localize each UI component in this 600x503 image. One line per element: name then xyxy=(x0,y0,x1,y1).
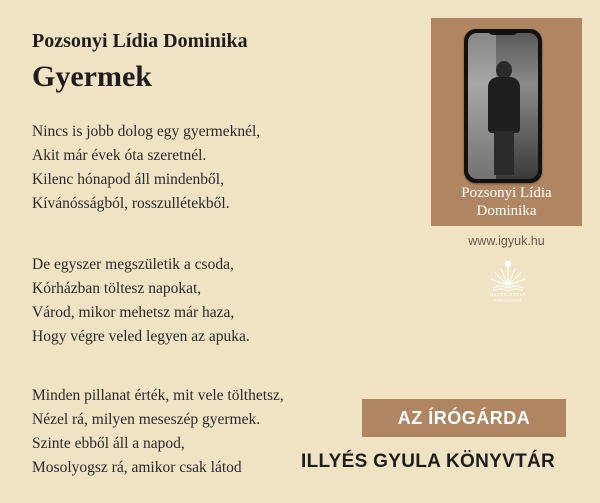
logo-line-2: KÖNYVTÁR xyxy=(494,298,522,303)
poem-line: Minden pillanat érték, mit vele tölthetsz, xyxy=(32,387,284,404)
poem-line: Kívánósságból, rosszullétekből. xyxy=(32,195,230,212)
poem-line: Szinte ebből áll a napod, xyxy=(32,435,185,452)
library-name: ILLYÉS GYULA KÖNYVTÁR xyxy=(301,451,556,472)
card-name-line-1: Pozsonyi Lídia xyxy=(461,185,552,201)
card-author-name xyxy=(431,184,582,220)
photo-figure-body xyxy=(488,77,520,133)
card-name-line-2: Dominika xyxy=(476,203,537,219)
poem-title: Gyermek xyxy=(32,60,152,93)
photo-figure-legs xyxy=(494,131,514,175)
poem-stanza-2 xyxy=(32,253,250,349)
poem-stanza-3 xyxy=(32,384,284,480)
phone-notch xyxy=(488,29,518,35)
author-name: Pozsonyi Lídia Dominika xyxy=(32,30,248,52)
irogarda-badge: AZ ÍRÓGÁRDA xyxy=(362,399,566,437)
library-logo xyxy=(477,258,539,316)
poem-line: Nincs is jobb dolog egy gyermeknél, xyxy=(32,123,261,140)
website-link[interactable]: www.igyuk.hu xyxy=(468,234,545,248)
poem-line: Nézel rá, milyen meseszép gyermek. xyxy=(32,411,261,428)
poem-line: Akit már évek óta szeretnél. xyxy=(32,147,207,164)
author-photo-phone xyxy=(464,29,542,183)
author-card xyxy=(431,18,582,226)
poem-stanza-1 xyxy=(32,120,260,216)
poem-line: Mosolyogsz rá, amikor csak látod xyxy=(32,459,242,476)
poem-line: Hogy végre veled legyen az apuka. xyxy=(32,328,250,345)
poem-line: Kórházban töltesz napokat, xyxy=(32,280,202,297)
poem-line: Kilenc hónapod áll mindenből, xyxy=(32,171,224,188)
poem-line: Várod, mikor mehetsz már haza, xyxy=(32,304,235,321)
poem-line: De egyszer megszületik a csoda, xyxy=(32,256,234,273)
author-photo xyxy=(468,33,538,179)
logo-line-1: ILLYÉS GYULA xyxy=(490,292,526,297)
book-sunburst-icon xyxy=(477,258,539,316)
